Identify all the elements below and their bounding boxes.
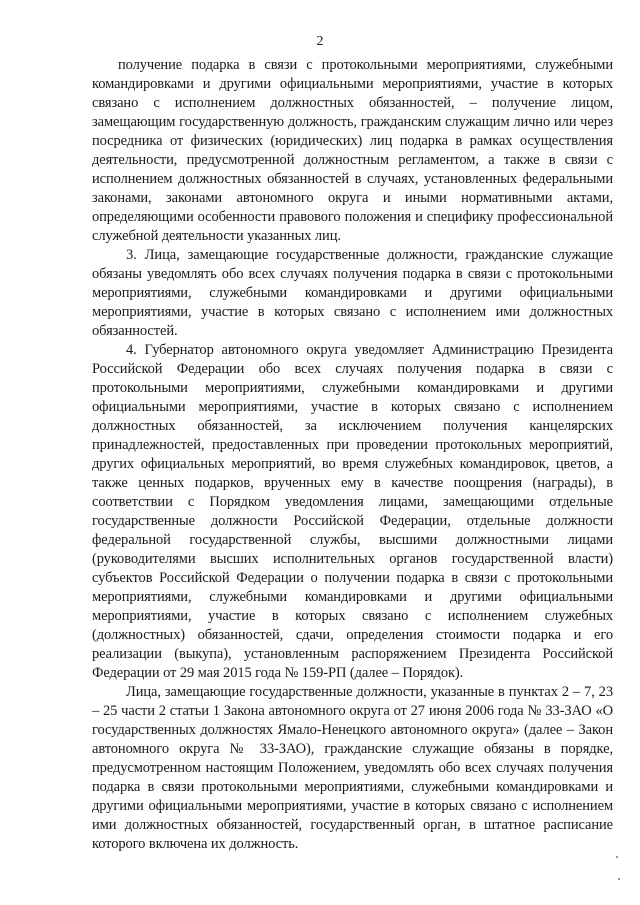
paragraph-officials-notification: Лица, замещающие государственные должности, указанные в пунктах 2 – 7, 23 – 25 части 2 статьи 1 Закона автономного округа от 27 июня 2006 года № 33-ЗАО «О государственных должностях Ямало-Ненецкого автономного округа» (далее – Закон автономного округа № 33-ЗАО), гражданские служащие обязаны в порядке, предусмотренном настоящим Положением, уведомлять обо всех случаях получения подарка в связи протокольными мероприятиями, служебными командировками и другими официальными мероприятиями, участие в которых связано с исполнением ими должностных обязанностей, государственный орган, в штатное расписание которого включена их должность. bbox=[92, 684, 613, 852]
document-body bbox=[92, 56, 613, 854]
scan-speck bbox=[618, 878, 620, 880]
paragraph-3-notification-duty: 3. Лица, замещающие государственные должности, гражданские служащие обязаны уведомлять обо всех случаях получения подарка в связи с протокольными мероприятиями, служебными командировками и другими официальными мероприятиями, участие в которых связано с исполнением ими должностных обязанностей. bbox=[92, 247, 613, 339]
paragraph-4-governor-notification: 4. Губернатор автономного округа уведомляет Администрацию Президента Российской Федерации обо всех случаях получения подарка в связи с протокольными мероприятиями, служебными командировками и другими официальными мероприятиями, участие в которых связано с исполнением должностных обязанностей, за исключением получения канцелярских принадлежностей, предоставленных при проведении протокольных мероприятий, других официальных мероприятий, во время служебных командировок, цветов, а также ценных подарков, врученных ему в качестве поощрения (награды), в соответствии с Порядком уведомления лицами, замещающими отдельные государственные должности Российской Федерации, отдельные должности федеральной государственной службы, высшими должностными лицами (руководителями высших исполнительных органов государственной власти) субъектов Российской Федерации о получении подарка в связи с протокольными мероприятиями, служебными командировками и другими официальными мероприятиями, участие в которых связано с исполнением служебных (должностных) обязанностей, сдачи, определения стоимости подарка и его реализации (выкупа), установленным распоряжением Президента Российской Федерации от 29 мая 2015 года № 159-РП (далее – Порядок). bbox=[92, 342, 613, 681]
page-number: 2 bbox=[316, 34, 324, 49]
scan-speck bbox=[616, 856, 618, 858]
paragraph-gift-definition-continued: получение подарка в связи с протокольными мероприятиями, служебными командировками и другими официальными мероприятиями, участие в которых связано с исполнением должностных обязанностей, – получение лицом, замещающим государственную должность, гражданским служащим лично или через посредника от физических (юридических) лиц подарка в рамках осуществления деятельности, предусмотренной должностным регламентом, а также в связи с исполнением должностных обязанностей в случаях, установленных федеральными законами, законами автономного округа и иными нормативными актами, определяющими особенности правового положения и специфику профессиональной служебной деятельности указанных лиц. bbox=[92, 57, 613, 244]
